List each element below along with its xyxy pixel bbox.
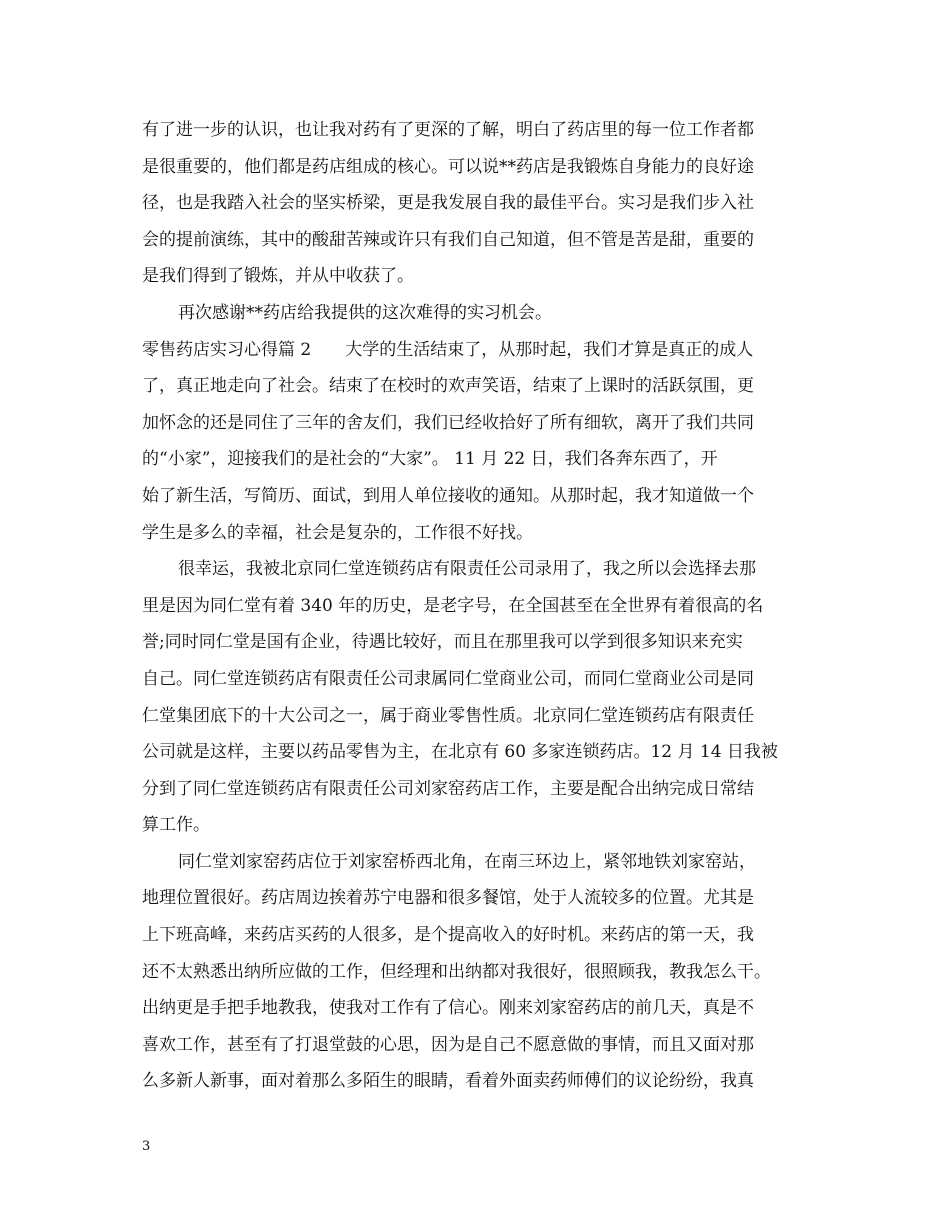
text-line: 会的提前演练，其中的酸甜苦辣或许只有我们自己知道，但不管是苦是甜，重要的 bbox=[142, 229, 754, 250]
text-line: 始了新生活，写简历、面试，到用人单位接收的通知。从那时起，我才知道做一个 bbox=[142, 485, 754, 506]
text-line: 很幸运，我被北京同仁堂连锁药店有限责任公司录用了，我之所以会选择去那 bbox=[178, 559, 756, 580]
text-line: 还不太熟悉出纳所应做的工作，但经理和出纳都对我很好，很照顾我，教我怎么干。 bbox=[142, 961, 771, 982]
text-line: 公司就是这样，主要以药品零售为主，在北京有 60 多家连锁药店。12 月 14 日我被 bbox=[142, 742, 778, 763]
text-line: 了，真正地走向了社会。结束了在校时的欢声笑语，结束了上课时的活跃氛围，更 bbox=[142, 376, 754, 397]
page-number: 3 bbox=[142, 1139, 151, 1154]
text-line: 里是因为同仁堂有着 340 年的历史，是老字号，在全国甚至在全世界有着很高的名 bbox=[142, 595, 764, 616]
text-line: 自己。同仁堂连锁药店有限责任公司隶属同仁堂商业公司，而同仁堂商业公司是同 bbox=[142, 668, 754, 689]
text-line: 是很重要的，他们都是药店组成的核心。可以说**药店是我锻炼自身能力的良好途 bbox=[142, 156, 754, 177]
text-line: 上下班高峰，来药店买药的人很多，是个提高收入的好时机。来药店的第一天，我 bbox=[142, 925, 754, 946]
text-line: 分到了同仁堂连锁药店有限责任公司刘家窑药店工作，主要是配合出纳完成日常结 bbox=[142, 778, 754, 799]
text-line: 的“小家”，迎接我们的是社会的“大家”。 11 月 22 日，我们各奔东西了，开 bbox=[142, 449, 718, 470]
body-text bbox=[142, 112, 810, 1100]
text-line: 零售药店实习心得篇 2 大学的生活结束了，从那时起，我们才算是真正的成人 bbox=[142, 339, 754, 360]
text-line: 有了进一步的认识，也让我对药有了更深的了解，明白了药店里的每一位工作者都 bbox=[142, 120, 754, 140]
text-line: 地理位置很好。药店周边挨着苏宁电器和很多餐馆，处于人流较多的位置。尤其是 bbox=[142, 888, 754, 909]
text-line: 再次感谢**药店给我提供的这次难得的实习机会。 bbox=[178, 302, 552, 323]
text-line: 径，也是我踏入社会的坚实桥梁，更是我发展自我的最佳平台。实习是我们步入社 bbox=[142, 193, 754, 214]
text-line: 喜欢工作，甚至有了打退堂鼓的心思，因为是自己不愿意做的事情，而且又面对那 bbox=[142, 1034, 754, 1055]
text-line: 同仁堂刘家窑药店位于刘家窑桥西北角，在南三环边上，紧邻地铁刘家窑站， bbox=[178, 851, 756, 872]
text-line: 是我们得到了锻炼，并从中收获了。 bbox=[142, 266, 414, 287]
text-line: 学生是多么的幸福，社会是复杂的，工作很不好找。 bbox=[142, 522, 533, 543]
text-line: 算工作。 bbox=[142, 815, 210, 836]
text-line: 加怀念的还是同住了三年的舍友们，我们已经收拾好了所有细软，离开了我们共同 bbox=[142, 412, 754, 433]
text-line: 仁堂集团底下的十大公司之一，属于商业零售性质。北京同仁堂连锁药店有限责任 bbox=[142, 705, 754, 726]
text-line: 么多新人新事，面对着那么多陌生的眼睛，看着外面卖药师傅们的议论纷纷，我真 bbox=[142, 1071, 754, 1092]
text-line: 誉;同时同仁堂是国有企业，待遇比较好，而且在那里我可以学到很多知识来充实 bbox=[142, 632, 743, 653]
text-line: 出纳更是手把手地教我，使我对工作有了信心。刚来刘家窑药店的前几天，真是不 bbox=[142, 998, 754, 1019]
